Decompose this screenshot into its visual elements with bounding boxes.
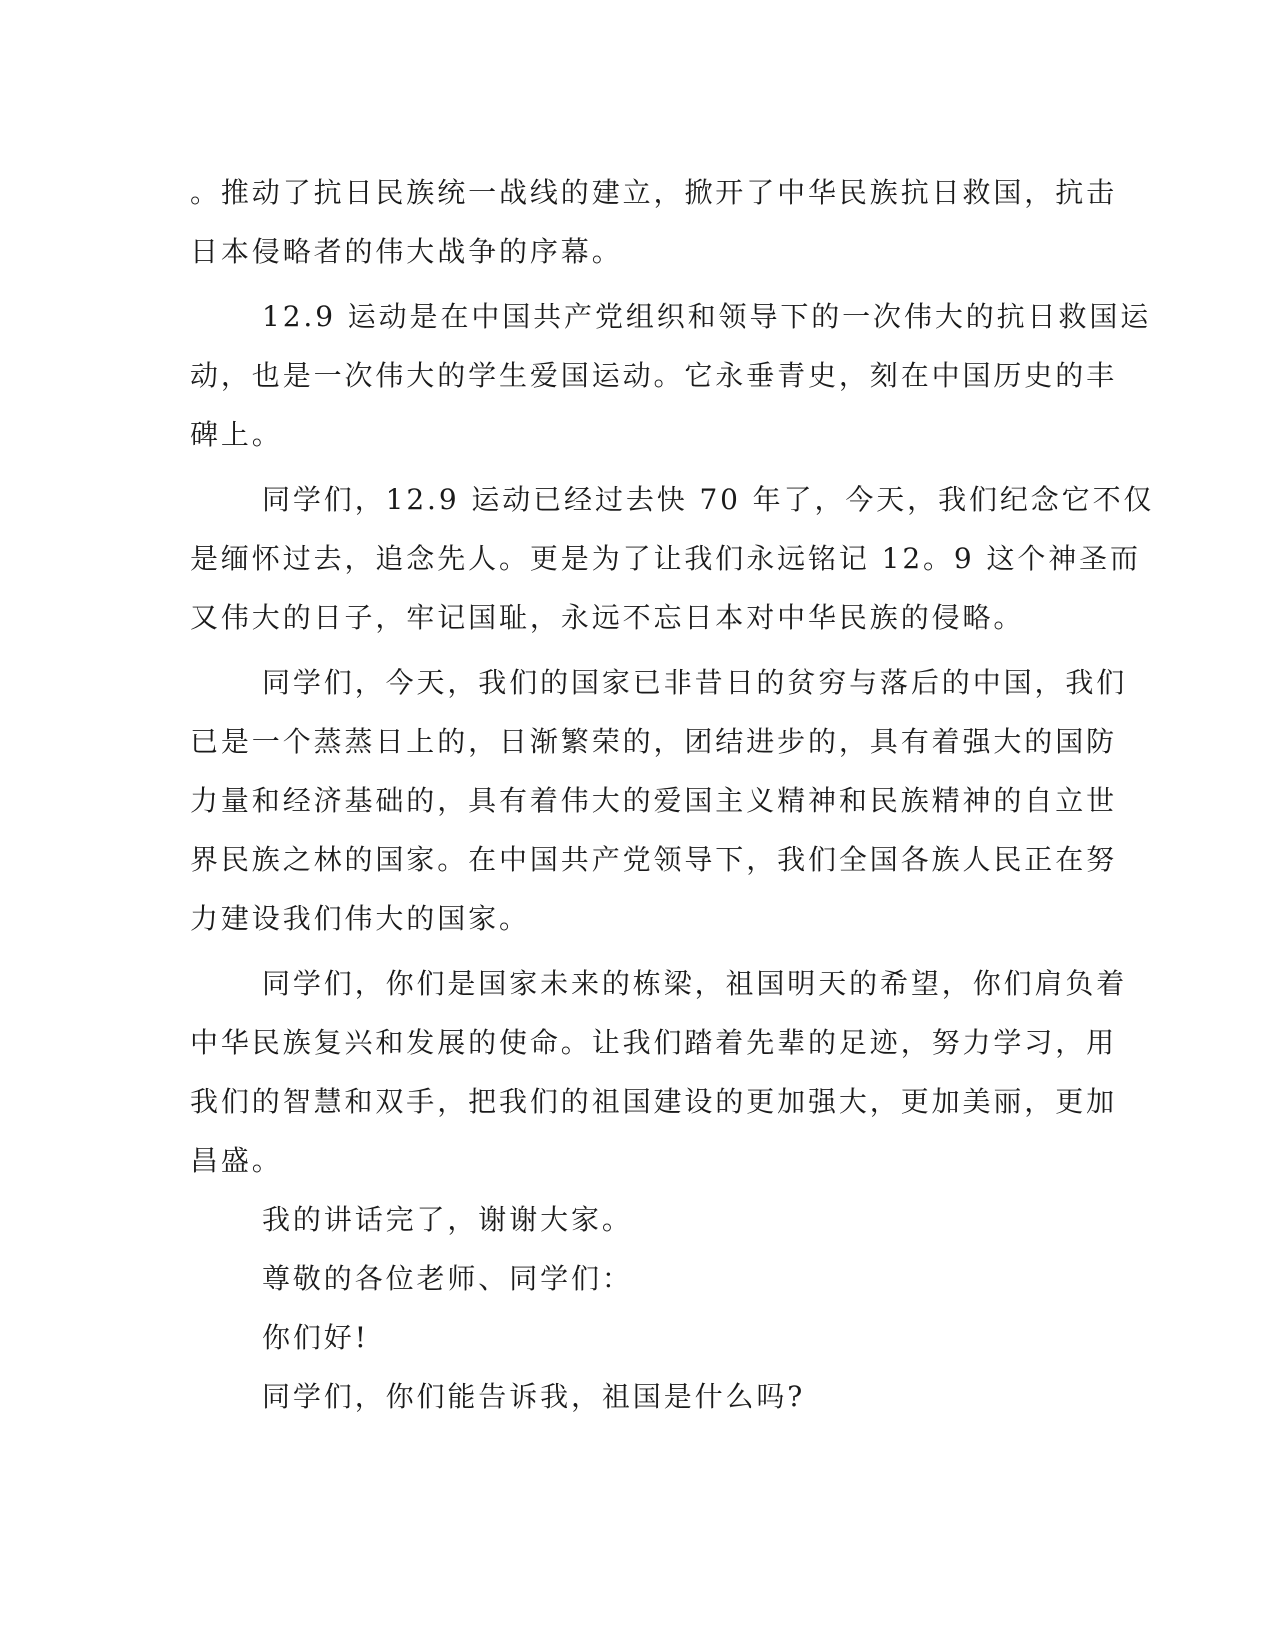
text-line: 动，也是一次伟大的学生爱国运动。它永垂青史，刻在中国历史的丰 [190, 359, 1118, 392]
paragraph-start-line: 12.9 运动是在中国共产党组织和领导下的一次伟大的抗日救国运 [262, 300, 1152, 333]
text-line: 日本侵略者的伟大战争的序幕。 [190, 235, 623, 268]
text-line: 碑上。 [190, 418, 283, 451]
question-line: 同学们，你们能告诉我，祖国是什么吗? [262, 1380, 806, 1413]
paragraph-start-line: 同学们，今天，我们的国家已非昔日的贫穷与落后的中国，我们 [262, 666, 1128, 699]
text-line: 已是一个蒸蒸日上的，日渐繁荣的，团结进步的，具有着强大的国防 [190, 725, 1118, 758]
closing-line: 我的讲话完了，谢谢大家。 [262, 1203, 633, 1236]
text-line: 是缅怀过去，追念先人。更是为了让我们永远铭记 12。9 这个神圣而 [190, 542, 1141, 575]
text-line: 我们的智慧和双手，把我们的祖国建设的更加强大，更加美丽，更加 [190, 1085, 1118, 1118]
text-line: 中华民族复兴和发展的使命。让我们踏着先辈的足迹，努力学习，用 [190, 1026, 1118, 1059]
greeting-line: 你们好! [262, 1321, 369, 1354]
text-line: 界民族之林的国家。在中国共产党领导下，我们全国各族人民正在努 [190, 843, 1118, 876]
text-line: 力量和经济基础的，具有着伟大的爱国主义精神和民族精神的自立世 [190, 784, 1118, 817]
text-line: 昌盛。 [190, 1144, 283, 1177]
salutation-line: 尊敬的各位老师、同学们： [262, 1262, 633, 1295]
text-line: 力建设我们伟大的国家。 [190, 902, 530, 935]
document-body [190, 163, 1155, 1426]
paragraph-start-line: 同学们，12.9 运动已经过去快 70 年了，今天，我们纪念它不仅 [262, 483, 1155, 516]
text-line: 。推动了抗日民族统一战线的建立，掀开了中华民族抗日救国，抗击 [190, 176, 1118, 209]
paragraph-start-line: 同学们，你们是国家未来的栋梁，祖国明天的希望，你们肩负着 [262, 967, 1128, 1000]
text-line: 又伟大的日子，牢记国耻，永远不忘日本对中华民族的侵略。 [190, 601, 1025, 634]
